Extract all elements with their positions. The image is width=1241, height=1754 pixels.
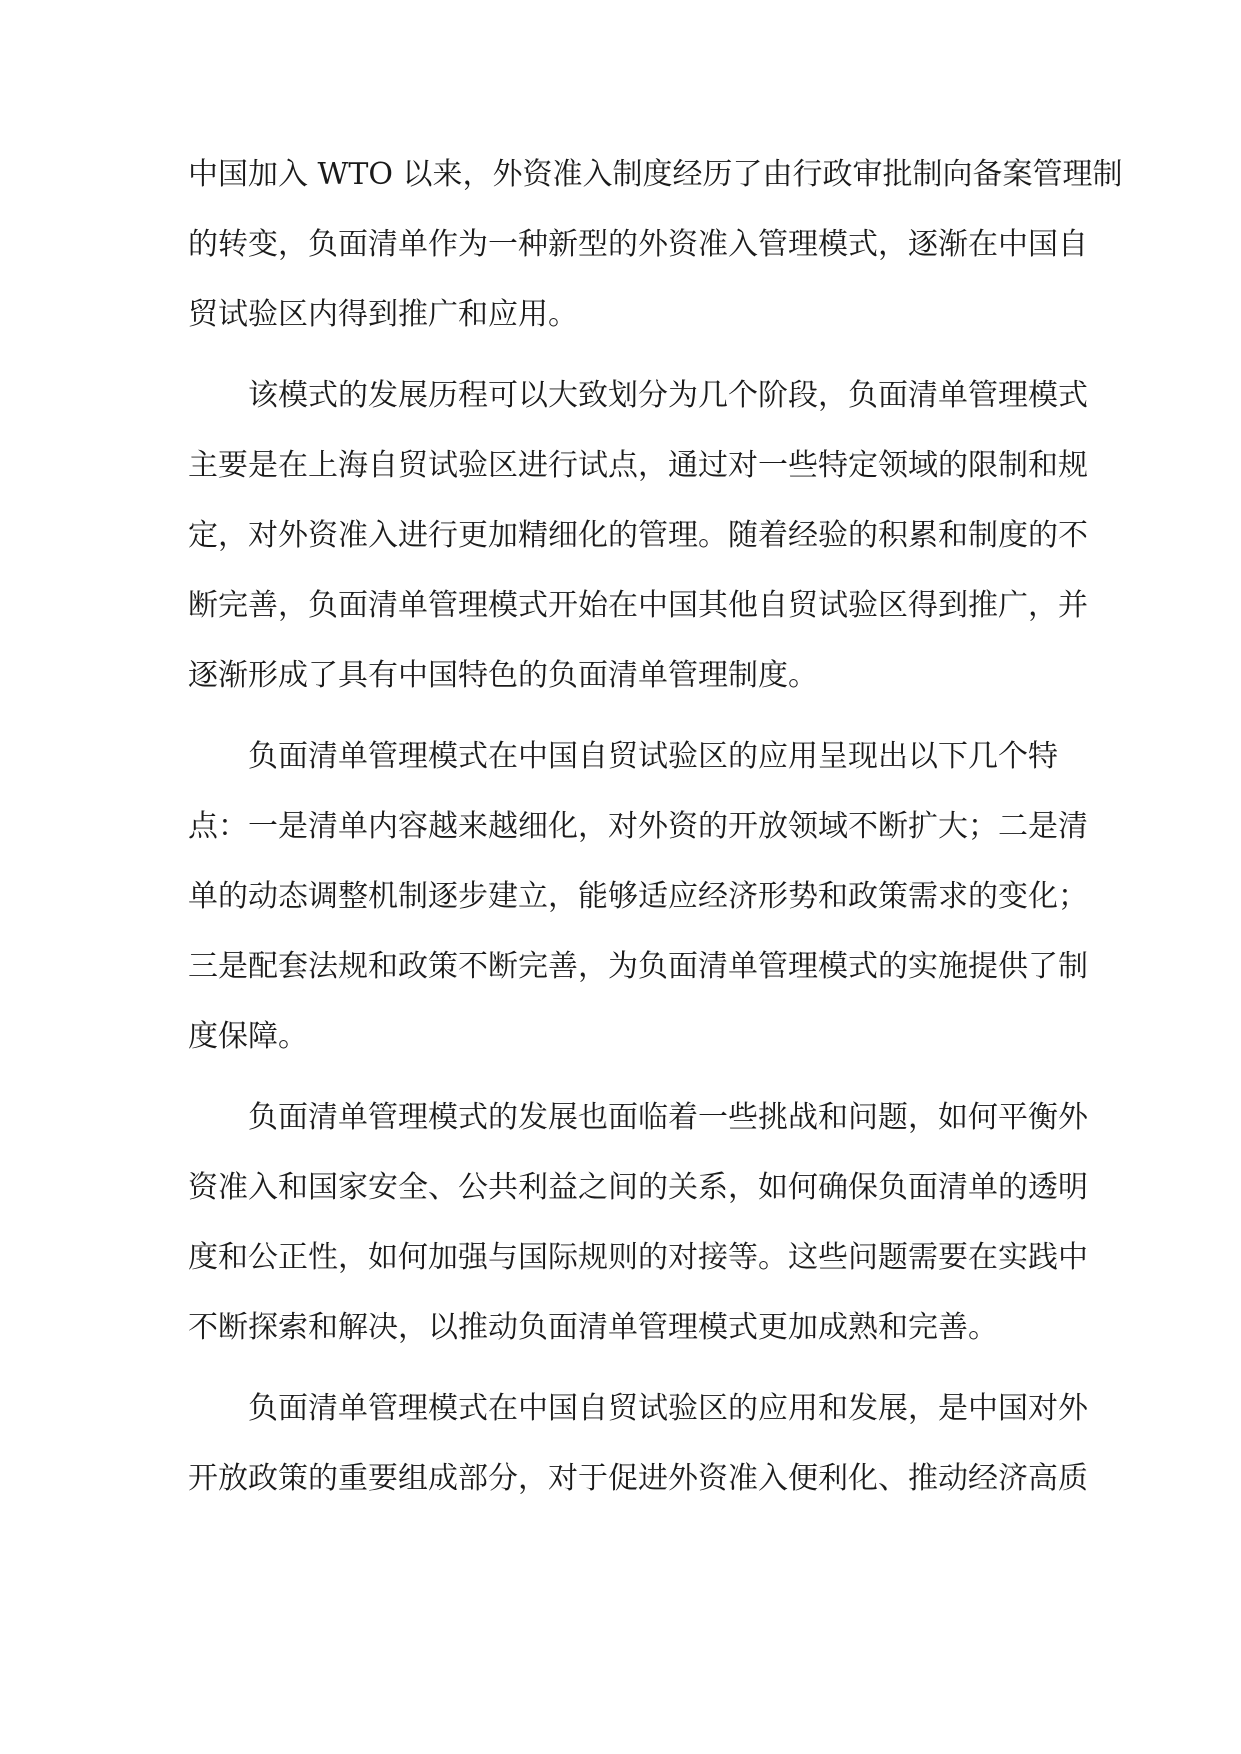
text-line: 负面清单管理模式在中国自贸试验区的应用呈现出以下几个特 xyxy=(248,739,1058,774)
document-body xyxy=(188,140,1123,1525)
text-line: 单的动态调整机制逐步建立，能够适应经济形势和政策需求的变化； xyxy=(188,879,1088,914)
paragraph-3 xyxy=(188,722,1088,1072)
text-line: 资准入和国家安全、公共利益之间的关系，如何确保负面清单的透明 xyxy=(188,1170,1088,1205)
text-line: 的转变，负面清单作为一种新型的外资准入管理模式，逐渐在中国自 xyxy=(188,227,1088,262)
text-line: 度保障。 xyxy=(188,1019,308,1054)
paragraph-1 xyxy=(188,140,1123,350)
text-line: 定，对外资准入进行更加精细化的管理。随着经验的积累和制度的不 xyxy=(188,518,1088,553)
text-line: 断完善，负面清单管理模式开始在中国其他自贸试验区得到推广，并 xyxy=(188,588,1088,623)
text-line: 不断探索和解决，以推动负面清单管理模式更加成熟和完善。 xyxy=(188,1310,998,1345)
text-line: 负面清单管理模式在中国自贸试验区的应用和发展，是中国对外 xyxy=(248,1391,1088,1426)
paragraph-5 xyxy=(188,1374,1088,1514)
text-line: 点：一是清单内容越来越细化，对外资的开放领域不断扩大；二是清 xyxy=(188,809,1088,844)
text-line: 度和公正性，如何加强与国际规则的对接等。这些问题需要在实践中 xyxy=(188,1240,1088,1275)
text-line: 贸试验区内得到推广和应用。 xyxy=(188,297,578,332)
paragraph-4 xyxy=(188,1083,1088,1363)
text-line: 中国加入 WTO 以来，外资准入制度经历了由行政审批制向备案管理制 xyxy=(188,157,1123,192)
text-line: 逐渐形成了具有中国特色的负面清单管理制度。 xyxy=(188,658,818,693)
text-line: 主要是在上海自贸试验区进行试点，通过对一些特定领域的限制和规 xyxy=(188,448,1088,483)
text-line: 开放政策的重要组成部分，对于促进外资准入便利化、推动经济高质 xyxy=(188,1461,1088,1496)
paragraph-2 xyxy=(188,361,1088,711)
text-line: 三是配套法规和政策不断完善，为负面清单管理模式的实施提供了制 xyxy=(188,949,1088,984)
text-line: 负面清单管理模式的发展也面临着一些挑战和问题，如何平衡外 xyxy=(248,1100,1088,1135)
text-line: 该模式的发展历程可以大致划分为几个阶段，负面清单管理模式 xyxy=(248,378,1088,413)
